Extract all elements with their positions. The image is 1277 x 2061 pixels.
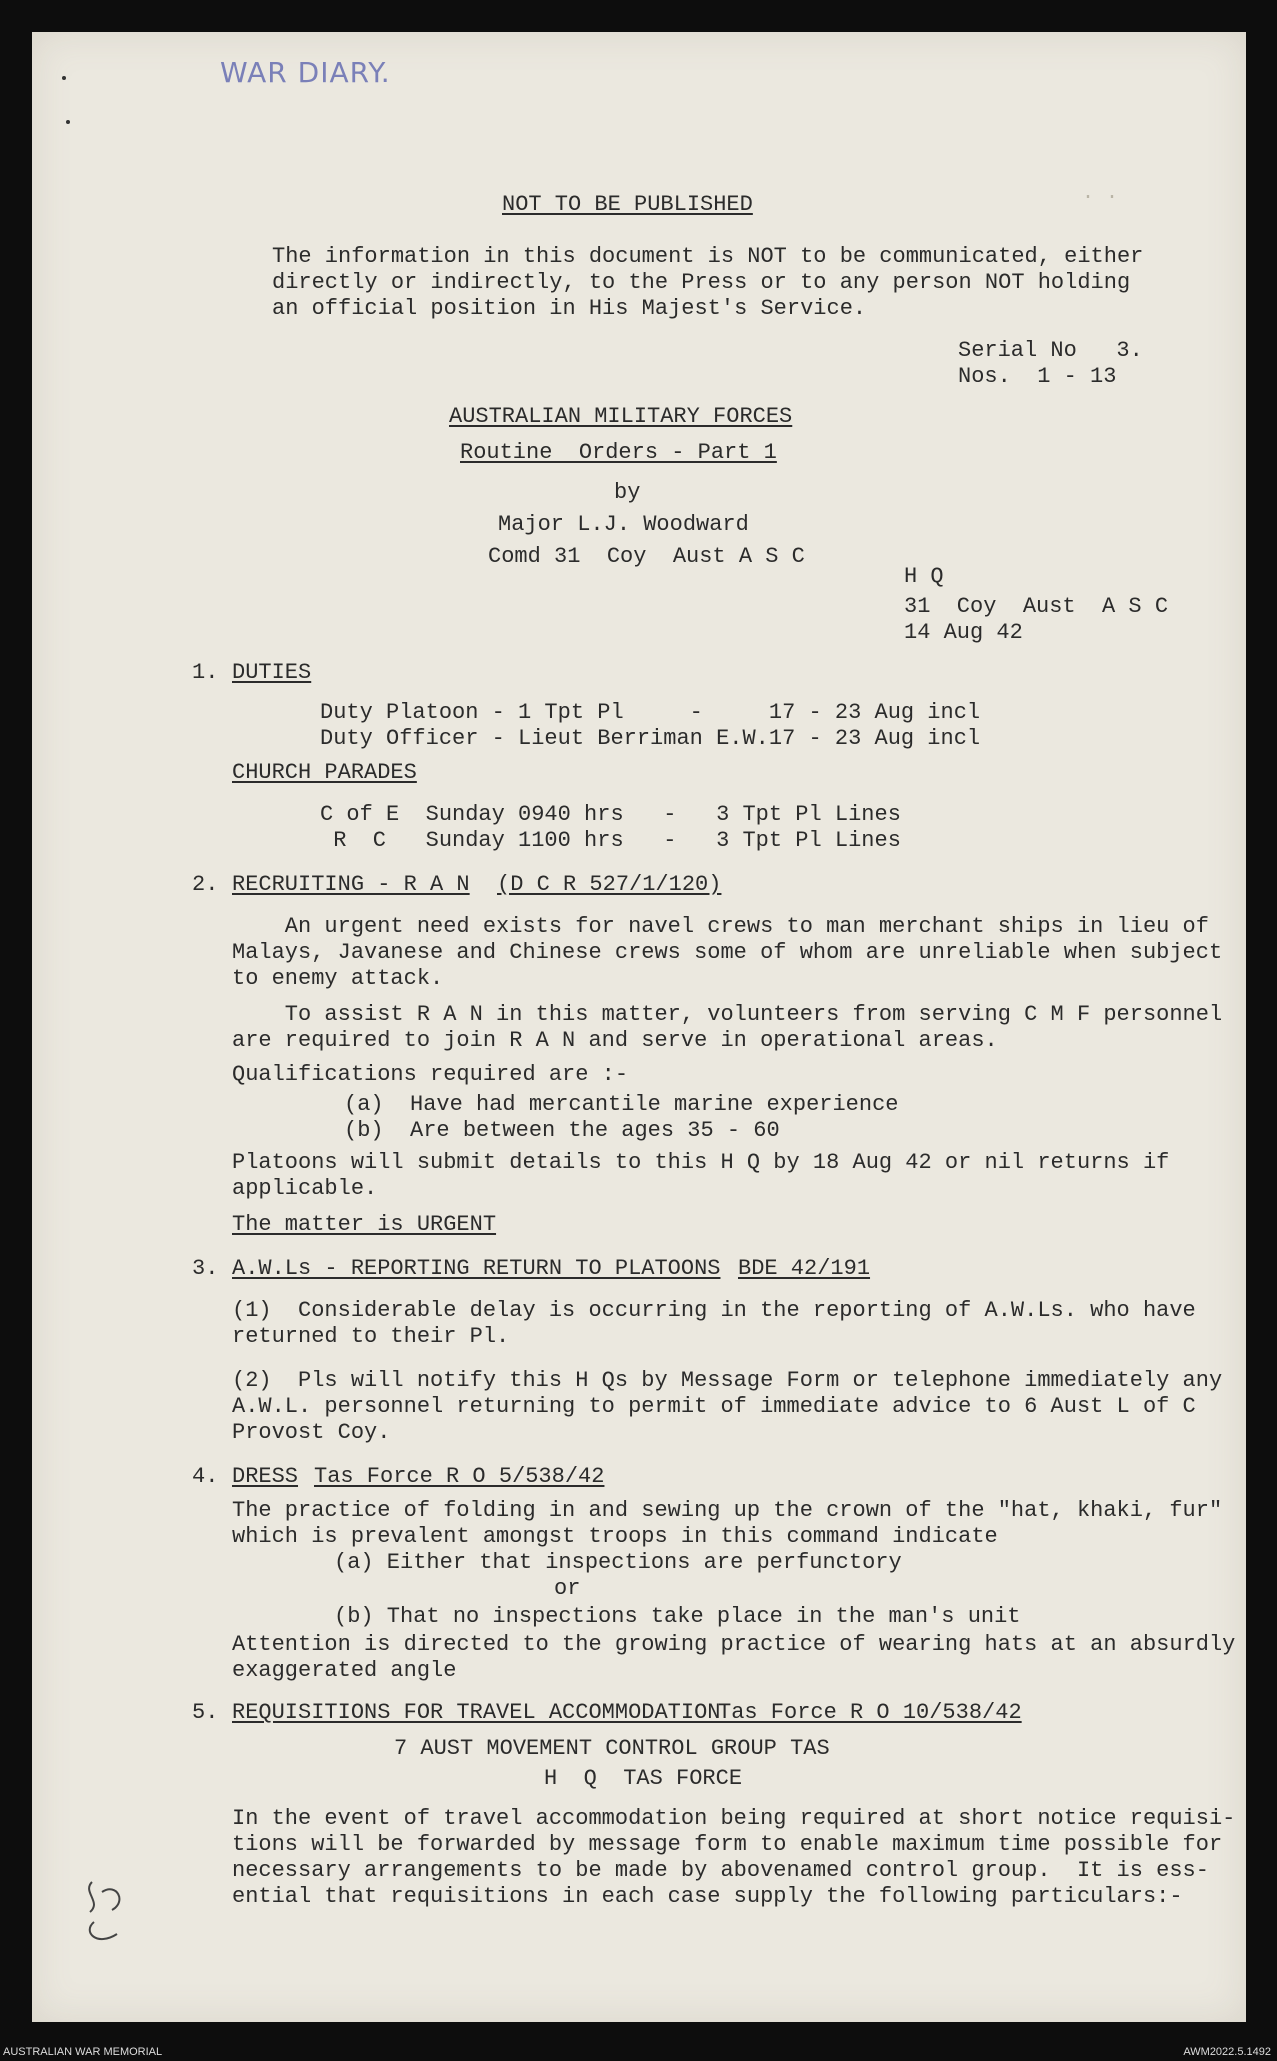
requisitions-heading: REQUISITIONS FOR TRAVEL ACCOMMODATION	[232, 1700, 721, 1725]
hq-date-line: 14 Aug 42	[904, 620, 1023, 645]
not-published-heading: NOT TO BE PUBLISHED	[502, 192, 753, 217]
body-line: exaggerated angle	[232, 1658, 457, 1683]
serial-number: Serial No 3.	[958, 338, 1143, 363]
dress-item: (b) That no inspections take place in the man's unit	[334, 1604, 1021, 1629]
body-line: necessary arrangements to be made by abovenamed control group. It is ess-	[232, 1858, 1209, 1883]
org-title: AUSTRALIAN MILITARY FORCES	[449, 404, 793, 429]
punch-mark	[66, 120, 70, 124]
body-line: Attention is directed to the growing practice of wearing hats at an absurdly	[232, 1632, 1236, 1657]
secrecy-line: The information in this document is NOT to be communicated, either	[272, 244, 1144, 269]
section-number: 3.	[192, 1256, 219, 1281]
author-line: Major L.J. Woodward	[498, 512, 749, 537]
body-line: to enemy attack.	[232, 966, 444, 991]
recruiting-ref: (D C R 527/1/120)	[497, 872, 722, 897]
secrecy-line: directly or indirectly, to the Press or to any person NOT holding	[272, 270, 1131, 295]
qualification-item: (a) Have had mercantile marine experience	[344, 1092, 899, 1117]
archive-reference: AWM2022.5.1492	[1183, 2046, 1271, 2058]
serial-nos: Nos. 1 - 13	[958, 364, 1117, 389]
awl-ref: BDE 42/191	[738, 1256, 871, 1281]
dress-heading: DRESS	[232, 1464, 299, 1489]
hq-line: H Q	[904, 564, 944, 589]
duties-heading: DUTIES	[232, 660, 312, 685]
requisitions-ref: Tas Force R O 10/538/42	[718, 1700, 1022, 1725]
dress-ref: Tas Force R O 5/538/42	[314, 1464, 605, 1489]
section-number: 4.	[192, 1464, 219, 1489]
by-line: by	[614, 480, 641, 505]
archive-credit: AUSTRALIAN WAR MEMORIAL	[3, 2046, 163, 2058]
section-number: 2.	[192, 872, 219, 897]
body-line: The practice of folding in and sewing up the crown of the "hat, khaki, fur"	[232, 1498, 1223, 1523]
document-page	[32, 32, 1246, 2022]
body-line: A.W.L. personnel returning to permit of immediate advice to 6 Aust L of C	[232, 1394, 1196, 1419]
war-diary-stamp: WAR DIARY.	[220, 56, 391, 89]
section-number: 1.	[192, 660, 219, 685]
church-row: R C Sunday 1100 hrs - 3 Tpt Pl Lines	[320, 828, 901, 853]
section-number: 5.	[192, 1700, 219, 1725]
hq-unit-line: 31 Coy Aust A S C	[904, 594, 1169, 619]
body-line: Malays, Javanese and Chinese crews some of whom are unreliable when subject	[232, 940, 1223, 965]
church-parades-heading: CHURCH PARADES	[232, 760, 417, 785]
duty-row: Duty Officer - Lieut Berriman E.W.17 - 23 Aug incl	[320, 726, 981, 751]
body-line: ential that requisitions in each case supply the following particulars:-	[232, 1884, 1183, 1909]
dress-or: or	[554, 1576, 581, 1601]
orders-title: Routine Orders - Part 1	[460, 440, 777, 465]
body-line: An urgent need exists for navel crews to man merchant ships in lieu of	[232, 914, 1209, 939]
body-line: which is prevalent amongst troops in this command indicate	[232, 1524, 998, 1549]
body-line: (1) Considerable delay is occurring in the reporting of A.W.Ls. who have	[232, 1298, 1196, 1323]
secrecy-line: an official position in His Majest's Service.	[272, 296, 867, 321]
movement-control-line: 7 AUST MOVEMENT CONTROL GROUP TAS	[394, 1736, 830, 1761]
recruiting-heading: RECRUITING - R A N	[232, 872, 470, 897]
awl-heading: A.W.Ls - REPORTING RETURN TO PLATOONS	[232, 1256, 721, 1281]
body-line: applicable.	[232, 1176, 378, 1201]
body-line: In the event of travel accommodation being required at short notice requisi-	[232, 1806, 1236, 1831]
body-line: returned to their Pl.	[232, 1324, 510, 1349]
handwritten-signature	[72, 1862, 152, 1952]
punch-mark	[62, 76, 66, 80]
qualification-item: (b) Are between the ages 35 - 60	[344, 1118, 780, 1143]
duty-row: Duty Platoon - 1 Tpt Pl - 17 - 23 Aug incl	[320, 700, 981, 725]
body-line: tions will be forwarded by message form to enable maximum time possible for	[232, 1832, 1223, 1857]
qualifications-intro: Qualifications required are :-	[232, 1062, 629, 1087]
body-line: Provost Coy.	[232, 1420, 391, 1445]
command-line: Comd 31 Coy Aust A S C	[488, 544, 805, 569]
dress-item: (a) Either that inspections are perfunctory	[334, 1550, 902, 1575]
church-row: C of E Sunday 0940 hrs - 3 Tpt Pl Lines	[320, 802, 901, 827]
body-line: (2) Pls will notify this H Qs by Message Form or telephone immediately any	[232, 1368, 1223, 1393]
body-line: are required to join R A N and serve in operational areas.	[232, 1028, 998, 1053]
urgent-note: The matter is URGENT	[232, 1212, 497, 1237]
body-line: Platoons will submit details to this H Q by 18 Aug 42 or nil returns if	[232, 1150, 1170, 1175]
hq-tas-force-line: H Q TAS FORCE	[544, 1766, 743, 1791]
body-line: To assist R A N in this matter, volunteers from serving C M F personnel	[232, 1002, 1223, 1027]
bleed-through-mark: . .	[1082, 182, 1119, 205]
